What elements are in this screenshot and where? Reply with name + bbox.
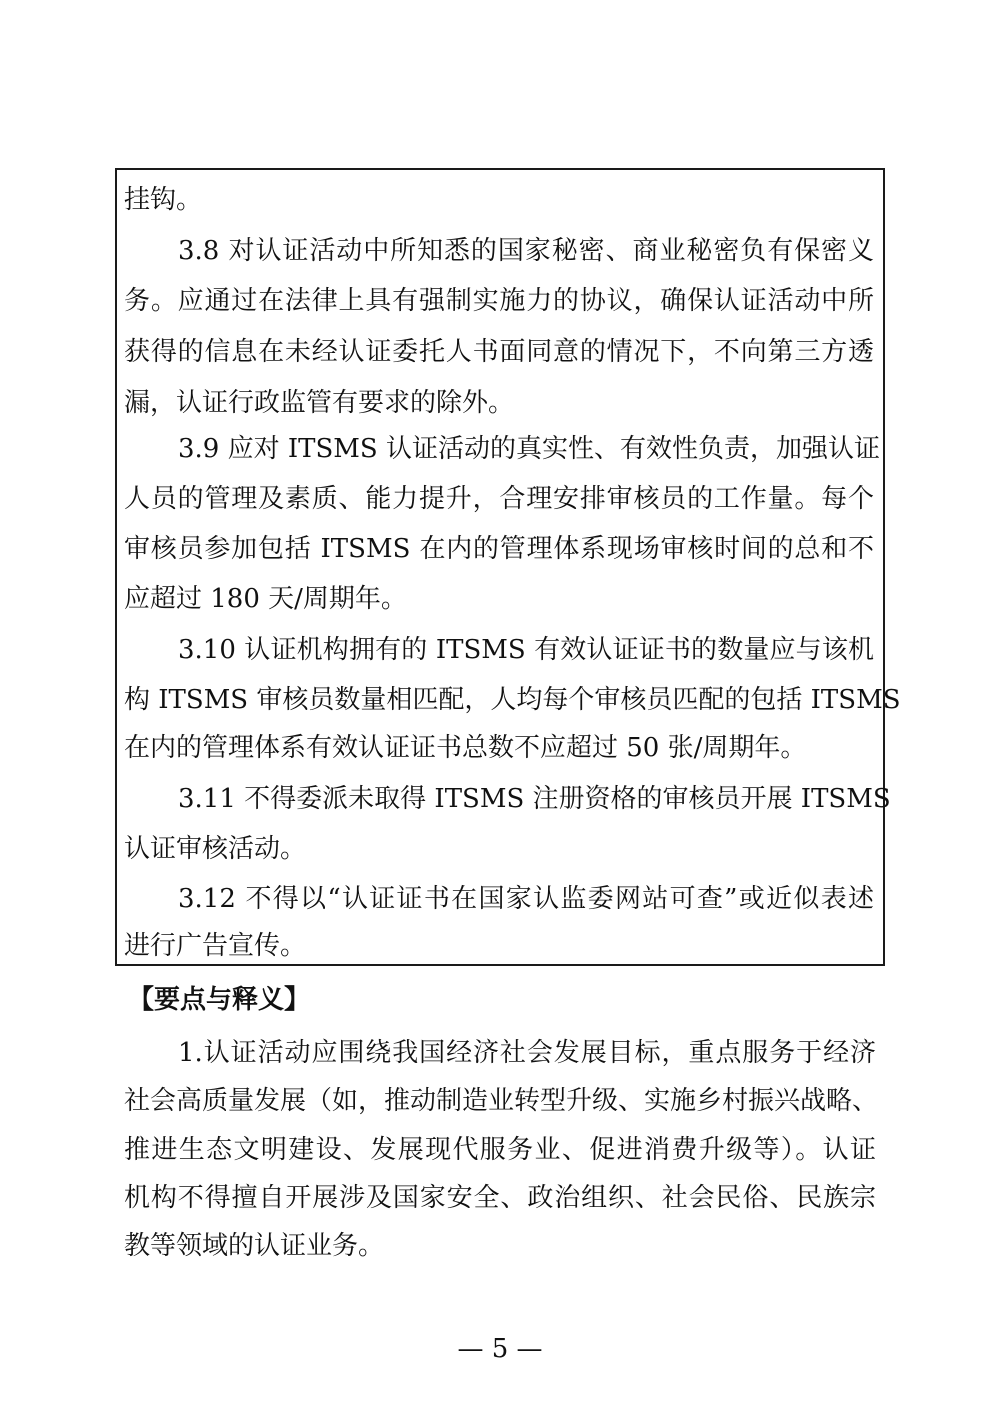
clause-3-11-line-2: 认证审核活动。 (124, 834, 307, 864)
clause-3-9-line-1: 3.9 应对 ITSMS 认证活动的真实性、有效性负责，加强认证 (178, 434, 881, 464)
clause-3-8-line-2: 务。应通过在法律上具有强制实施力的协议，确保认证活动中所 (124, 286, 874, 316)
explanation-line-2: 社会高质量发展（如，推动制造业转型升级、实施乡村振兴战略、 (124, 1086, 879, 1116)
explanation-line-5: 教等领域的认证业务。 (124, 1231, 385, 1261)
clause-3-8-line-3: 获得的信息在未经认证委托人书面同意的情况下，不向第三方透 (124, 337, 874, 367)
section-heading: 【要点与释义】 (128, 985, 311, 1015)
explanation-line-3: 推进生态文明建设、发展现代服务业、促进消费升级等）。认证 (124, 1135, 876, 1165)
clause-3-12-line-2: 进行广告宣传。 (124, 931, 307, 961)
explanation-line-4: 机构不得擅自开展涉及国家安全、政治组织、社会民俗、民族宗 (124, 1183, 876, 1213)
clause-3-10-line-1: 3.10 认证机构拥有的 ITSMS 有效认证证书的数量应与该机 (178, 635, 874, 665)
clause-3-9-line-4: 应超过 180 天/周期年。 (124, 584, 407, 614)
clause-3-8-line-4: 漏，认证行政监管有要求的除外。 (124, 388, 515, 418)
explanation-line-1: 1.认证活动应围绕我国经济社会发展目标，重点服务于经济 (178, 1038, 876, 1068)
clause-intro-tail: 挂钩。 (124, 185, 203, 215)
clause-3-10-line-2: 构 ITSMS 审核员数量相匹配，人均每个审核员匹配的包括 ITSMS (124, 685, 901, 715)
clause-3-9-line-3: 审核员参加包括 ITSMS 在内的管理体系现场审核时间的总和不 (124, 534, 874, 564)
clause-3-12-line-1: 3.12 不得以“认证证书在国家认监委网站可查”或近似表述 (178, 884, 874, 914)
clause-3-11-line-1: 3.11 不得委派未取得 ITSMS 注册资格的审核员开展 ITSMS (178, 784, 891, 814)
clause-3-10-line-3: 在内的管理体系有效认证证书总数不应超过 50 张/周期年。 (124, 733, 807, 763)
clause-3-8-line-1: 3.8 对认证活动中所知悉的国家秘密、商业秘密负有保密义 (178, 236, 874, 266)
page-number: — 5 — (457, 1334, 543, 1364)
clause-3-9-line-2: 人员的管理及素质、能力提升，合理安排审核员的工作量。每个 (124, 484, 874, 514)
